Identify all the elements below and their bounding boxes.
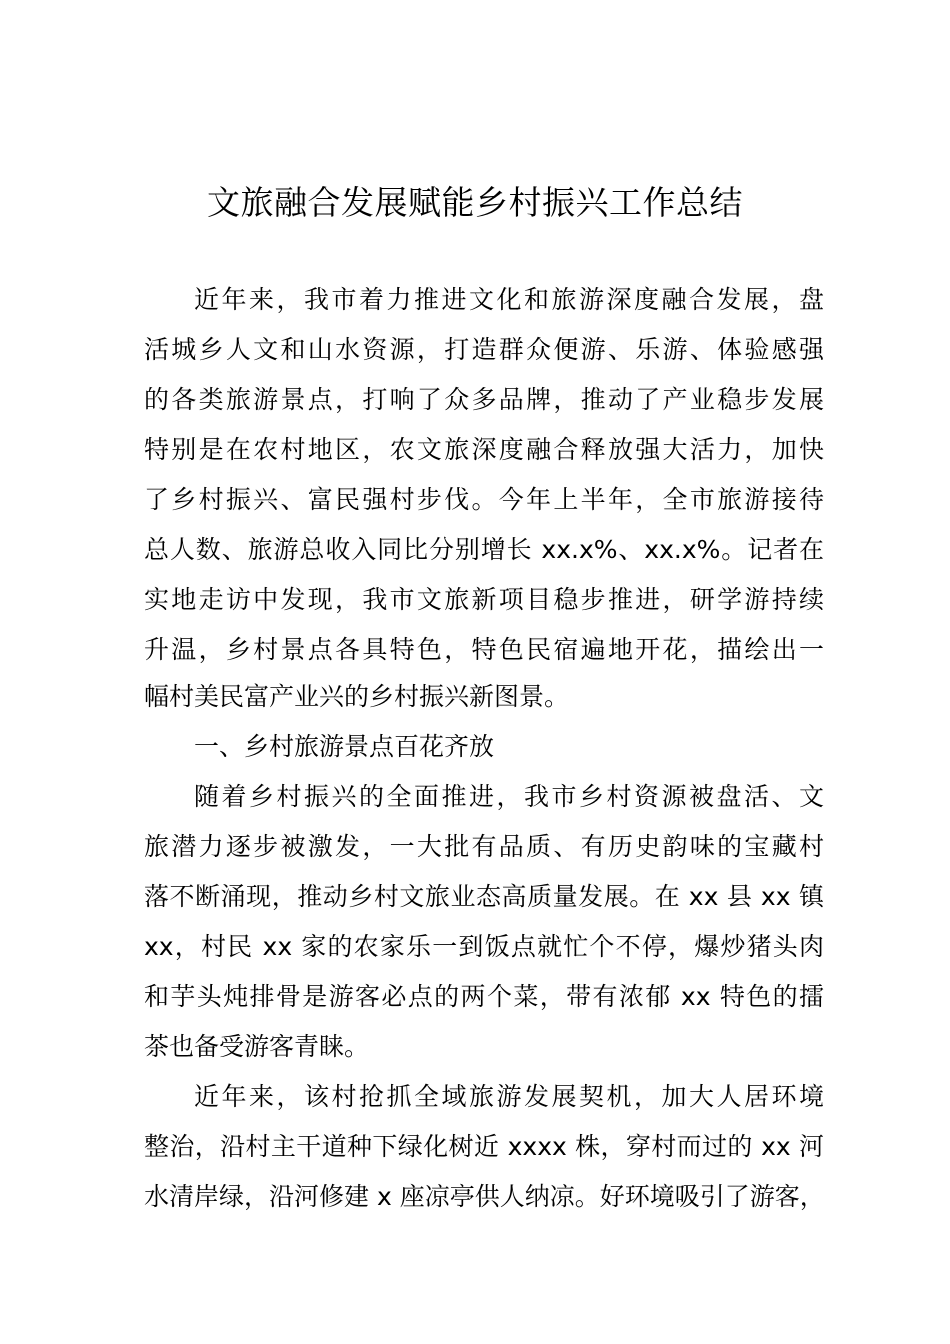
paragraph-line: xx，村民 xx 家的农家乐一到饭点就忙个不停，爆炒猪头肉 bbox=[144, 932, 824, 961]
paragraph-line: 总人数、旅游总收入同比分别增长 xx.x%、xx.x%。记者在 bbox=[144, 535, 824, 564]
paragraph-line: 特别是在农村地区，农文旅深度融合释放强大活力，加快 bbox=[144, 435, 824, 464]
paragraph-line: 近年来，我市着力推进文化和旅游深度融合发展，盘 bbox=[194, 285, 824, 314]
paragraph-line: 了乡村振兴、富民强村步伐。今年上半年，全市旅游接待 bbox=[144, 485, 824, 514]
paragraph-line: 幅村美民富产业兴的乡村振兴新图景。 bbox=[144, 682, 570, 711]
paragraph-line: 旅潜力逐步被激发，一大批有品质、有历史韵味的宝藏村 bbox=[144, 832, 824, 861]
paragraph-line: 活城乡人文和山水资源，打造群众便游、乐游、体验感强 bbox=[144, 335, 824, 364]
paragraph-line: 的各类旅游景点，打响了众多品牌，推动了产业稳步发展 bbox=[144, 385, 824, 414]
paragraph-line: 实地走访中发现，我市文旅新项目稳步推进，研学游持续 bbox=[144, 585, 824, 614]
section-heading: 一、乡村旅游景点百花齐放 bbox=[194, 732, 495, 761]
document-title: 文旅融合发展赋能乡村振兴工作总结 bbox=[207, 183, 743, 222]
paragraph-line: 升温，乡村景点各具特色，特色民宿遍地开花，描绘出一 bbox=[144, 635, 824, 664]
paragraph-line: 水清岸绿，沿河修建 x 座凉亭供人纳凉。好环境吸引了游客， bbox=[144, 1182, 825, 1211]
paragraph-line: 落不断涌现，推动乡村文旅业态高质量发展。在 xx 县 xx 镇 bbox=[144, 882, 824, 911]
paragraph-line: 随着乡村振兴的全面推进，我市乡村资源被盘活、文 bbox=[194, 782, 824, 811]
paragraph-line: 茶也备受游客青睐。 bbox=[144, 1032, 370, 1061]
paragraph-line: 和芋头炖排骨是游客必点的两个菜，带有浓郁 xx 特色的擂 bbox=[144, 982, 824, 1011]
paragraph-line: 近年来，该村抢抓全域旅游发展契机，加大人居环境 bbox=[194, 1082, 824, 1111]
paragraph-line: 整治，沿村主干道种下绿化树近 xxxx 株，穿村而过的 xx 河 bbox=[144, 1132, 824, 1161]
